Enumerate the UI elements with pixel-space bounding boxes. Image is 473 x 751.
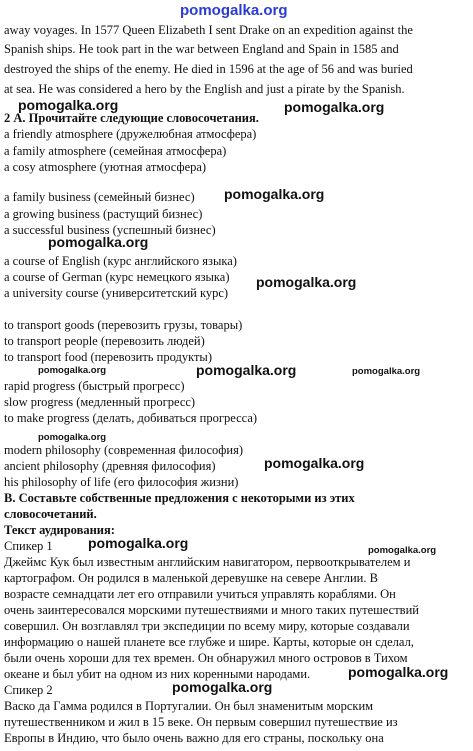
speaker-text-line: совершил. Он возглавлял три экспедиции по всему миру, которые создавали xyxy=(4,619,410,633)
section-a-title: 2 А. Прочитайте следующие словосочетания. xyxy=(4,111,259,125)
speaker-text-line: очень заинтересовался морскими путешествиями и много таких путешествий xyxy=(4,603,419,617)
speaker-text-line: Васко да Гамма родился в Португалии. Он был знаменитым морским xyxy=(4,699,374,713)
watermark: pomogalka.org xyxy=(264,455,365,471)
phrase-line: a course of German (курс немецкого языка) xyxy=(4,270,230,284)
speaker-text-line: информацию о нашей планете все глубже и шире. Карты, которые он сделал, xyxy=(4,635,414,649)
watermark: pomogalka.org xyxy=(368,545,437,556)
phrase-line: to transport goods (перевозить грузы, товары) xyxy=(4,318,243,332)
phrase-line: slow progress (медленный прогресс) xyxy=(4,395,196,409)
section-b-title: В. Составьте собственные предложения с некоторыми из этих xyxy=(4,491,355,505)
watermark: pomogalka.org xyxy=(38,432,107,443)
watermark: pomogalka.org xyxy=(284,99,385,115)
phrase-line: to transport food (перевозить продукты) xyxy=(4,350,212,364)
audio-title: Текст аудирования: xyxy=(4,523,115,537)
speaker-text-line: Европы в Индию, что было очень важно для его страны, поскольку она xyxy=(4,731,384,745)
phrase-line: a friendly atmosphere (дружелюбная атмосфера) xyxy=(4,127,257,141)
phrase-line: a family atmosphere (семейная атмосфера) xyxy=(4,144,227,158)
watermark: pomogalka.org xyxy=(88,535,189,551)
watermark: pomogalka.org xyxy=(38,365,107,376)
watermark: pomogalka.org xyxy=(224,186,325,202)
speaker-text-line: картографом. Он родился в маленькой деревушке на севере Англии. В xyxy=(4,571,378,585)
paragraph-line: away voyages. In 1577 Queen Elizabeth I sent Drake on an expedition against the xyxy=(4,23,413,37)
phrase-line: a university course (университетский курс) xyxy=(4,286,229,300)
phrase-line: to transport people (перевозить людей) xyxy=(4,334,205,348)
speaker-text-line: Джеймс Кук был известным английским навигатором, первооткрывателем и xyxy=(4,555,411,569)
paragraph-line: Spanish ships. He took part in the war between England and Spain in 1585 and xyxy=(4,42,399,56)
paragraph-line: at sea. He was considered a hero by the English and just a pirate by the Spanish. xyxy=(4,82,405,96)
speaker-label: Спикер 1 xyxy=(4,539,53,553)
watermark-top: pomogalka.org xyxy=(180,2,288,19)
phrase-line: modern philosophy (современная философия) xyxy=(4,443,244,457)
watermark: pomogalka.org xyxy=(256,274,357,290)
watermark: pomogalka.org xyxy=(18,97,119,113)
speaker-text-line: были очень хороши для тех времен. Он обнаружил много островов в Тихом xyxy=(4,651,408,665)
speaker-label: Спикер 2 xyxy=(4,683,53,697)
phrase-line: his philosophy of life (его философия жизни) xyxy=(4,475,239,489)
phrase-line: to make progress (делать, добиваться прогресса) xyxy=(4,411,258,425)
phrase-line: a course of English (курс английского языка) xyxy=(4,254,237,268)
watermark: pomogalka.org xyxy=(196,362,297,378)
phrase-line: a growing business (растущий бизнес) xyxy=(4,207,203,221)
watermark: pomogalka.org xyxy=(48,234,149,250)
watermark: pomogalka.org xyxy=(352,366,421,377)
paragraph-line: destroyed the ships of the enemy. He died in 1596 at the age of 56 and was buried xyxy=(4,62,413,76)
phrase-line: rapid progress (быстрый прогресс) xyxy=(4,379,185,393)
section-b-title: словосочетаний. xyxy=(4,507,97,521)
phrase-line: a successful business (успешный бизнес) xyxy=(4,223,216,237)
speaker-text-line: океане и был убит на одном из них коренными народами. xyxy=(4,667,311,681)
speaker-text-line: возрасте семнадцати лет его отправили учиться управлять кораблями. Он xyxy=(4,587,396,601)
phrase-line: ancient philosophy (древняя философия) xyxy=(4,459,216,473)
watermark: pomogalka.org xyxy=(172,679,273,695)
watermark: pomogalka.org xyxy=(348,664,449,680)
phrase-line: a family business (семейный бизнес) xyxy=(4,190,195,204)
phrase-line: a cosy atmosphere (уютная атмосфера) xyxy=(4,160,207,174)
speaker-text-line: путешественником и жил в 15 веке. Он первым совершил путешествие из xyxy=(4,715,398,729)
